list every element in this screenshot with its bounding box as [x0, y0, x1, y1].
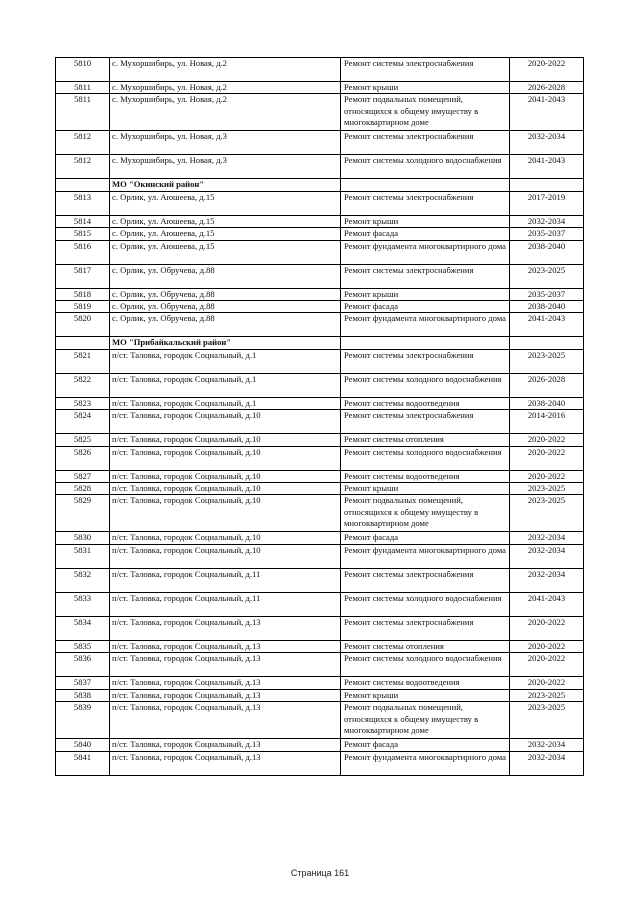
address-cell: с. Мухоршибирь, ул. Новая, д.2	[110, 82, 341, 94]
row-number: 5824	[56, 410, 110, 434]
work-type-cell: Ремонт подвальных помещений, относящихся к общему имуществу в многоквартирном доме	[341, 495, 510, 532]
row-number: 5811	[56, 94, 110, 131]
work-type-cell: Ремонт подвальных помещений, относящихся к общему имуществу в многоквартирном доме	[341, 702, 510, 739]
address-cell: п/ст. Таловка, городок Социальный, д.11	[110, 568, 341, 592]
table-row	[56, 544, 584, 568]
address-cell: п/ст. Таловка, городок Социальный, д.10	[110, 532, 341, 544]
row-number: 5822	[56, 373, 110, 397]
row-number: 5834	[56, 616, 110, 640]
section-header-row	[56, 337, 584, 349]
address-cell: с. Мухоршибирь, ул. Новая, д.2	[110, 94, 341, 131]
work-type-cell: Ремонт системы электроснабжения	[341, 264, 510, 288]
period-cell: 2023-2025	[510, 264, 584, 288]
table-row	[56, 653, 584, 677]
work-type-cell	[341, 337, 510, 349]
row-number: 5826	[56, 446, 110, 470]
address-cell: п/ст. Таловка, городок Социальный, д.13	[110, 702, 341, 739]
address-cell: п/ст. Таловка, городок Социальный, д.10	[110, 483, 341, 495]
table-row	[56, 94, 584, 131]
row-number: 5833	[56, 592, 110, 616]
row-number: 5830	[56, 532, 110, 544]
table-row	[56, 702, 584, 739]
work-type-cell	[341, 179, 510, 191]
row-number: 5812	[56, 131, 110, 155]
row-number: 5836	[56, 653, 110, 677]
table-row	[56, 483, 584, 495]
table-row	[56, 495, 584, 532]
page-footer	[0, 868, 640, 878]
period-cell: 2041-2043	[510, 592, 584, 616]
table-row	[56, 410, 584, 434]
work-type-cell: Ремонт фасада	[341, 739, 510, 751]
address-cell: п/ст. Таловка, городок Социальный, д.1	[110, 349, 341, 373]
period-cell: 2023-2025	[510, 702, 584, 739]
section-header-row	[56, 179, 584, 191]
row-number: 5812	[56, 155, 110, 179]
period-cell: 2020-2022	[510, 677, 584, 689]
period-cell: 2023-2025	[510, 349, 584, 373]
row-number: 5815	[56, 228, 110, 240]
address-cell: п/ст. Таловка, городок Социальный, д.11	[110, 592, 341, 616]
address-cell: п/ст. Таловка, городок Социальный, д.10	[110, 410, 341, 434]
row-number: 5841	[56, 751, 110, 775]
table-row	[56, 470, 584, 482]
row-number	[56, 179, 110, 191]
table-row	[56, 592, 584, 616]
work-type-cell: Ремонт крыши	[341, 288, 510, 300]
work-type-cell: Ремонт системы водоотведения	[341, 397, 510, 409]
row-number: 5811	[56, 82, 110, 94]
work-type-cell: Ремонт системы электроснабжения	[341, 568, 510, 592]
table-row	[56, 373, 584, 397]
work-type-cell: Ремонт системы холодного водоснабжения	[341, 446, 510, 470]
address-cell: п/ст. Таловка, городок Социальный, д.13	[110, 739, 341, 751]
work-type-cell: Ремонт крыши	[341, 215, 510, 227]
period-cell: 2032-2034	[510, 532, 584, 544]
work-type-cell: Ремонт фасада	[341, 228, 510, 240]
row-number: 5817	[56, 264, 110, 288]
row-number: 5839	[56, 702, 110, 739]
period-cell: 2020-2022	[510, 58, 584, 82]
table-row	[56, 446, 584, 470]
period-cell: 2023-2025	[510, 495, 584, 532]
row-number: 5829	[56, 495, 110, 532]
row-number: 5810	[56, 58, 110, 82]
address-cell: п/ст. Таловка, городок Социальный, д.13	[110, 677, 341, 689]
table-row	[56, 191, 584, 215]
address-cell: с. Орлик, ул. Аюшеева, д.15	[110, 191, 341, 215]
table-row	[56, 240, 584, 264]
work-type-cell: Ремонт фасада	[341, 301, 510, 313]
address-cell: МО "Прибайкальский район"	[110, 337, 341, 349]
table-row	[56, 264, 584, 288]
table-row	[56, 397, 584, 409]
table-row	[56, 82, 584, 94]
work-type-cell: Ремонт системы отопления	[341, 640, 510, 652]
work-type-cell: Ремонт системы холодного водоснабжения	[341, 653, 510, 677]
table-row	[56, 155, 584, 179]
address-cell: с. Орлик, ул. Аюшеева, д.15	[110, 228, 341, 240]
work-type-cell: Ремонт системы электроснабжения	[341, 616, 510, 640]
period-cell: 2032-2034	[510, 131, 584, 155]
table-row	[56, 301, 584, 313]
work-type-cell: Ремонт системы электроснабжения	[341, 191, 510, 215]
period-cell: 2020-2022	[510, 446, 584, 470]
table-row	[56, 349, 584, 373]
address-cell: п/ст. Таловка, городок Социальный, д.1	[110, 397, 341, 409]
address-cell: МО "Окинский район"	[110, 179, 341, 191]
address-cell: п/ст. Таловка, городок Социальный, д.1	[110, 373, 341, 397]
table-row	[56, 288, 584, 300]
period-cell: 2038-2040	[510, 240, 584, 264]
row-number: 5832	[56, 568, 110, 592]
address-cell: п/ст. Таловка, городок Социальный, д.10	[110, 434, 341, 446]
address-cell: с. Мухоршибирь, ул. Новая, д.3	[110, 155, 341, 179]
work-type-cell: Ремонт фундамента многоквартирного дома	[341, 240, 510, 264]
work-type-cell: Ремонт системы отопления	[341, 434, 510, 446]
table-row	[56, 739, 584, 751]
period-cell: 2023-2025	[510, 689, 584, 701]
row-number: 5831	[56, 544, 110, 568]
table-row	[56, 313, 584, 337]
row-number: 5837	[56, 677, 110, 689]
address-cell: с. Мухоршибирь, ул. Новая, д.3	[110, 131, 341, 155]
table-row	[56, 568, 584, 592]
table-row	[56, 616, 584, 640]
row-number: 5838	[56, 689, 110, 701]
period-cell: 2038-2040	[510, 397, 584, 409]
period-cell: 2041-2043	[510, 94, 584, 131]
work-type-cell: Ремонт крыши	[341, 82, 510, 94]
period-cell: 2026-2028	[510, 82, 584, 94]
period-cell: 2041-2043	[510, 313, 584, 337]
period-cell: 2032-2034	[510, 739, 584, 751]
work-type-cell: Ремонт системы холодного водоснабжения	[341, 155, 510, 179]
period-cell: 2017-2019	[510, 191, 584, 215]
period-cell: 2014-2016	[510, 410, 584, 434]
period-cell: 2032-2034	[510, 544, 584, 568]
address-cell: с. Орлик, ул. Обручева, д.88	[110, 313, 341, 337]
period-cell: 2035-2037	[510, 288, 584, 300]
table-row	[56, 532, 584, 544]
table-body	[56, 58, 584, 776]
work-type-cell: Ремонт системы водоотведения	[341, 470, 510, 482]
address-cell: с. Орлик, ул. Аюшеева, д.15	[110, 240, 341, 264]
period-cell: 2020-2022	[510, 640, 584, 652]
row-number: 5819	[56, 301, 110, 313]
address-cell: с. Орлик, ул. Обручева, д.88	[110, 288, 341, 300]
period-cell: 2020-2022	[510, 616, 584, 640]
table-row	[56, 434, 584, 446]
address-cell: с. Орлик, ул. Обручева, д.88	[110, 264, 341, 288]
period-cell: 2020-2022	[510, 653, 584, 677]
row-number: 5825	[56, 434, 110, 446]
work-type-cell: Ремонт системы электроснабжения	[341, 131, 510, 155]
address-cell: с. Мухоршибирь, ул. Новая, д.2	[110, 58, 341, 82]
address-cell: п/ст. Таловка, городок Социальный, д.10	[110, 446, 341, 470]
table-row	[56, 58, 584, 82]
row-number: 5823	[56, 397, 110, 409]
period-cell: 2032-2034	[510, 751, 584, 775]
repair-schedule-table	[55, 57, 584, 776]
work-type-cell: Ремонт крыши	[341, 689, 510, 701]
work-type-cell: Ремонт фундамента многоквартирного дома	[341, 751, 510, 775]
work-type-cell: Ремонт фасада	[341, 532, 510, 544]
address-cell: п/ст. Таловка, городок Социальный, д.13	[110, 689, 341, 701]
table-row	[56, 751, 584, 775]
work-type-cell: Ремонт подвальных помещений, относящихся к общему имуществу в многоквартирном доме	[341, 94, 510, 131]
row-number: 5821	[56, 349, 110, 373]
table-row	[56, 131, 584, 155]
page-number: Страница 161	[290, 868, 350, 878]
table-row	[56, 640, 584, 652]
period-cell: 2020-2022	[510, 434, 584, 446]
row-number: 5820	[56, 313, 110, 337]
work-type-cell: Ремонт фундамента многоквартирного дома	[341, 544, 510, 568]
row-number: 5827	[56, 470, 110, 482]
work-type-cell: Ремонт системы электроснабжения	[341, 349, 510, 373]
address-cell: п/ст. Таловка, городок Социальный, д.10	[110, 470, 341, 482]
address-cell: с. Орлик, ул. Аюшеева, д.15	[110, 215, 341, 227]
address-cell: п/ст. Таловка, городок Социальный, д.13	[110, 653, 341, 677]
table-row	[56, 677, 584, 689]
work-type-cell: Ремонт системы холодного водоснабжения	[341, 373, 510, 397]
period-cell: 2035-2037	[510, 228, 584, 240]
address-cell: с. Орлик, ул. Обручева, д.88	[110, 301, 341, 313]
row-number: 5818	[56, 288, 110, 300]
period-cell: 2041-2043	[510, 155, 584, 179]
work-type-cell: Ремонт фундамента многоквартирного дома	[341, 313, 510, 337]
row-number: 5814	[56, 215, 110, 227]
work-type-cell: Ремонт системы электроснабжения	[341, 58, 510, 82]
work-type-cell: Ремонт системы электроснабжения	[341, 410, 510, 434]
address-cell: п/ст. Таловка, городок Социальный, д.13	[110, 640, 341, 652]
period-cell: 2032-2034	[510, 215, 584, 227]
table-row	[56, 228, 584, 240]
table-row	[56, 215, 584, 227]
row-number: 5816	[56, 240, 110, 264]
work-type-cell: Ремонт системы холодного водоснабжения	[341, 592, 510, 616]
work-type-cell: Ремонт крыши	[341, 483, 510, 495]
address-cell: п/ст. Таловка, городок Социальный, д.10	[110, 544, 341, 568]
period-cell: 2026-2028	[510, 373, 584, 397]
period-cell: 2038-2040	[510, 301, 584, 313]
period-cell: 2023-2025	[510, 483, 584, 495]
row-number: 5828	[56, 483, 110, 495]
table-row	[56, 689, 584, 701]
period-cell: 2020-2022	[510, 470, 584, 482]
period-cell	[510, 179, 584, 191]
address-cell: п/ст. Таловка, городок Социальный, д.13	[110, 616, 341, 640]
row-number	[56, 337, 110, 349]
row-number: 5835	[56, 640, 110, 652]
period-cell: 2032-2034	[510, 568, 584, 592]
period-cell	[510, 337, 584, 349]
work-type-cell: Ремонт системы водоотведения	[341, 677, 510, 689]
document-page	[55, 57, 583, 776]
address-cell: п/ст. Таловка, городок Социальный, д.13	[110, 751, 341, 775]
row-number: 5813	[56, 191, 110, 215]
row-number: 5840	[56, 739, 110, 751]
address-cell: п/ст. Таловка, городок Социальный, д.10	[110, 495, 341, 532]
